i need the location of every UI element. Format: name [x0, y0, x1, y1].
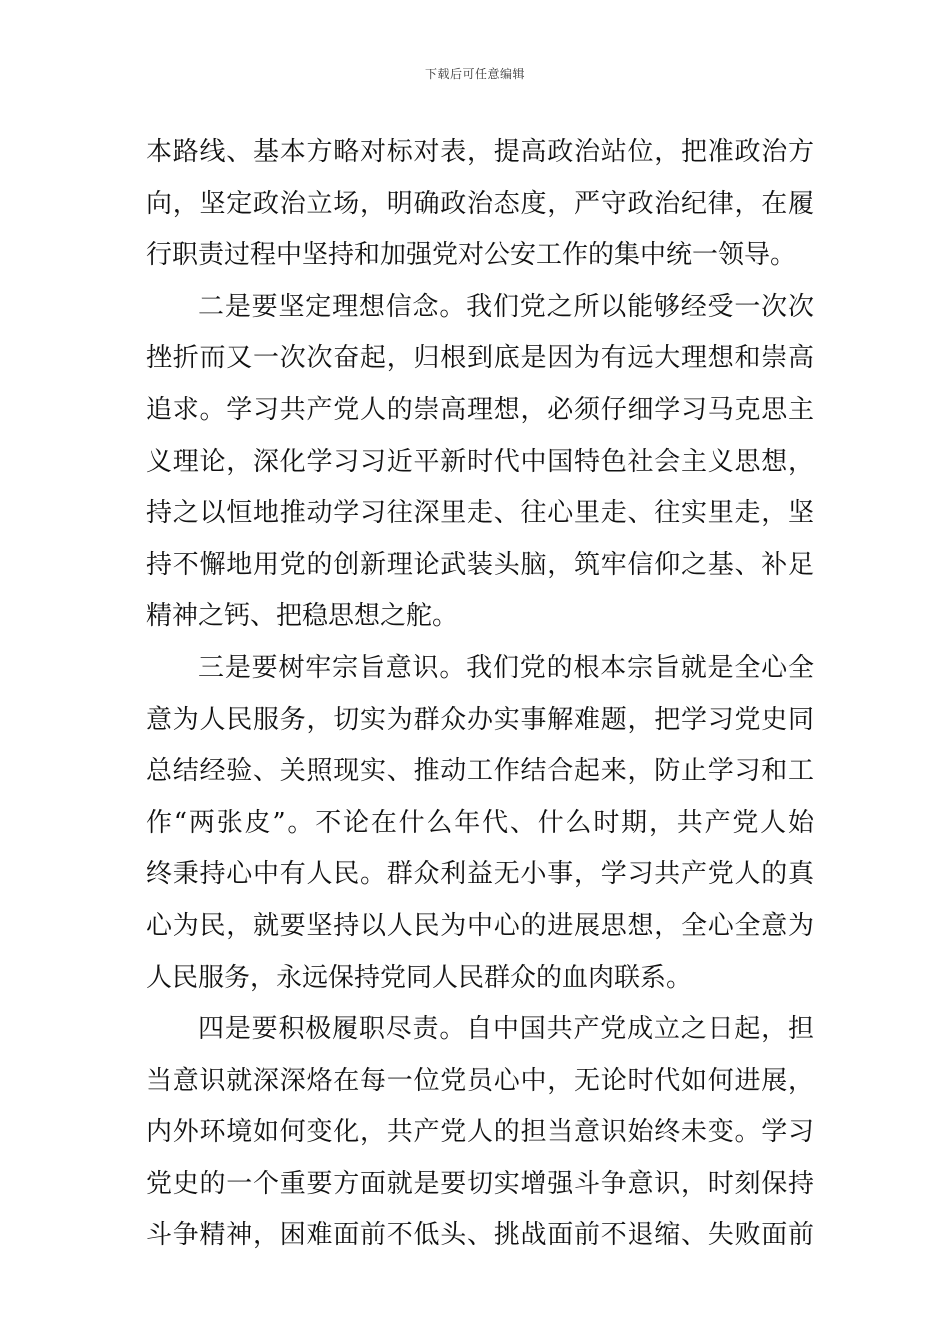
text-line: 持之以恒地推动学习往深里走、往心里走、往实里走，坚: [146, 498, 814, 529]
text-line: 人民服务，永远保持党同人民群众的血肉联系。: [146, 962, 693, 993]
text-line: 追求。学习共产党人的崇高理想，必须仔细学习马克思主: [146, 394, 814, 425]
document-body: [146, 127, 814, 1262]
text-line: 作“两张皮”。不论在什么年代、什么时期，共产党人始: [146, 807, 814, 838]
text-line: 内外环境如何变化，共产党人的担当意识始终未变。学习: [146, 1117, 814, 1148]
text-line: 意为人民服务，切实为群众办实事解难题，把学习党史同: [146, 704, 814, 735]
text-line: 斗争精神，困难面前不低头、挑战面前不退缩、失败面前: [146, 1220, 814, 1251]
text-line: 二是要坚定理想信念。我们党之所以能够经受一次次: [198, 291, 814, 322]
text-line: 精神之钙、把稳思想之舵。: [146, 601, 459, 632]
text-line: 终秉持心中有人民。群众利益无小事，学习共产党人的真: [146, 859, 814, 890]
text-line: 行职责过程中坚持和加强党对公安工作的集中统一领导。: [146, 240, 797, 271]
text-line: 三是要树牢宗旨意识。我们党的根本宗旨就是全心全: [198, 652, 814, 683]
text-line: 总结经验、关照现实、推动工作结合起来，防止学习和工: [146, 756, 814, 787]
text-line: 本路线、基本方略对标对表，提高政治站位，把准政治方: [146, 137, 814, 167]
text-line: 当意识就深深烙在每一位党员心中，无论时代如何进展，: [146, 1065, 814, 1096]
page-header: 下载后可任意编辑: [424, 67, 525, 81]
text-line: 四是要积极履职尽责。自中国共产党成立之日起，担: [198, 1014, 814, 1045]
text-line: 持不懈地用党的创新理论武装头脑，筑牢信仰之基、补足: [146, 549, 814, 580]
text-line: 心为民，就要坚持以人民为中心的进展思想，全心全意为: [146, 910, 814, 941]
text-line: 义理论，深化学习习近平新时代中国特色社会主义思想，: [146, 446, 814, 477]
text-line: 党史的一个重要方面就是要切实增强斗争意识，时刻保持: [146, 1168, 814, 1199]
text-line: 挫折而又一次次奋起，归根到底是因为有远大理想和崇高: [146, 343, 814, 374]
text-line: 向，坚定政治立场，明确政治态度，严守政治纪律，在履: [146, 188, 814, 219]
